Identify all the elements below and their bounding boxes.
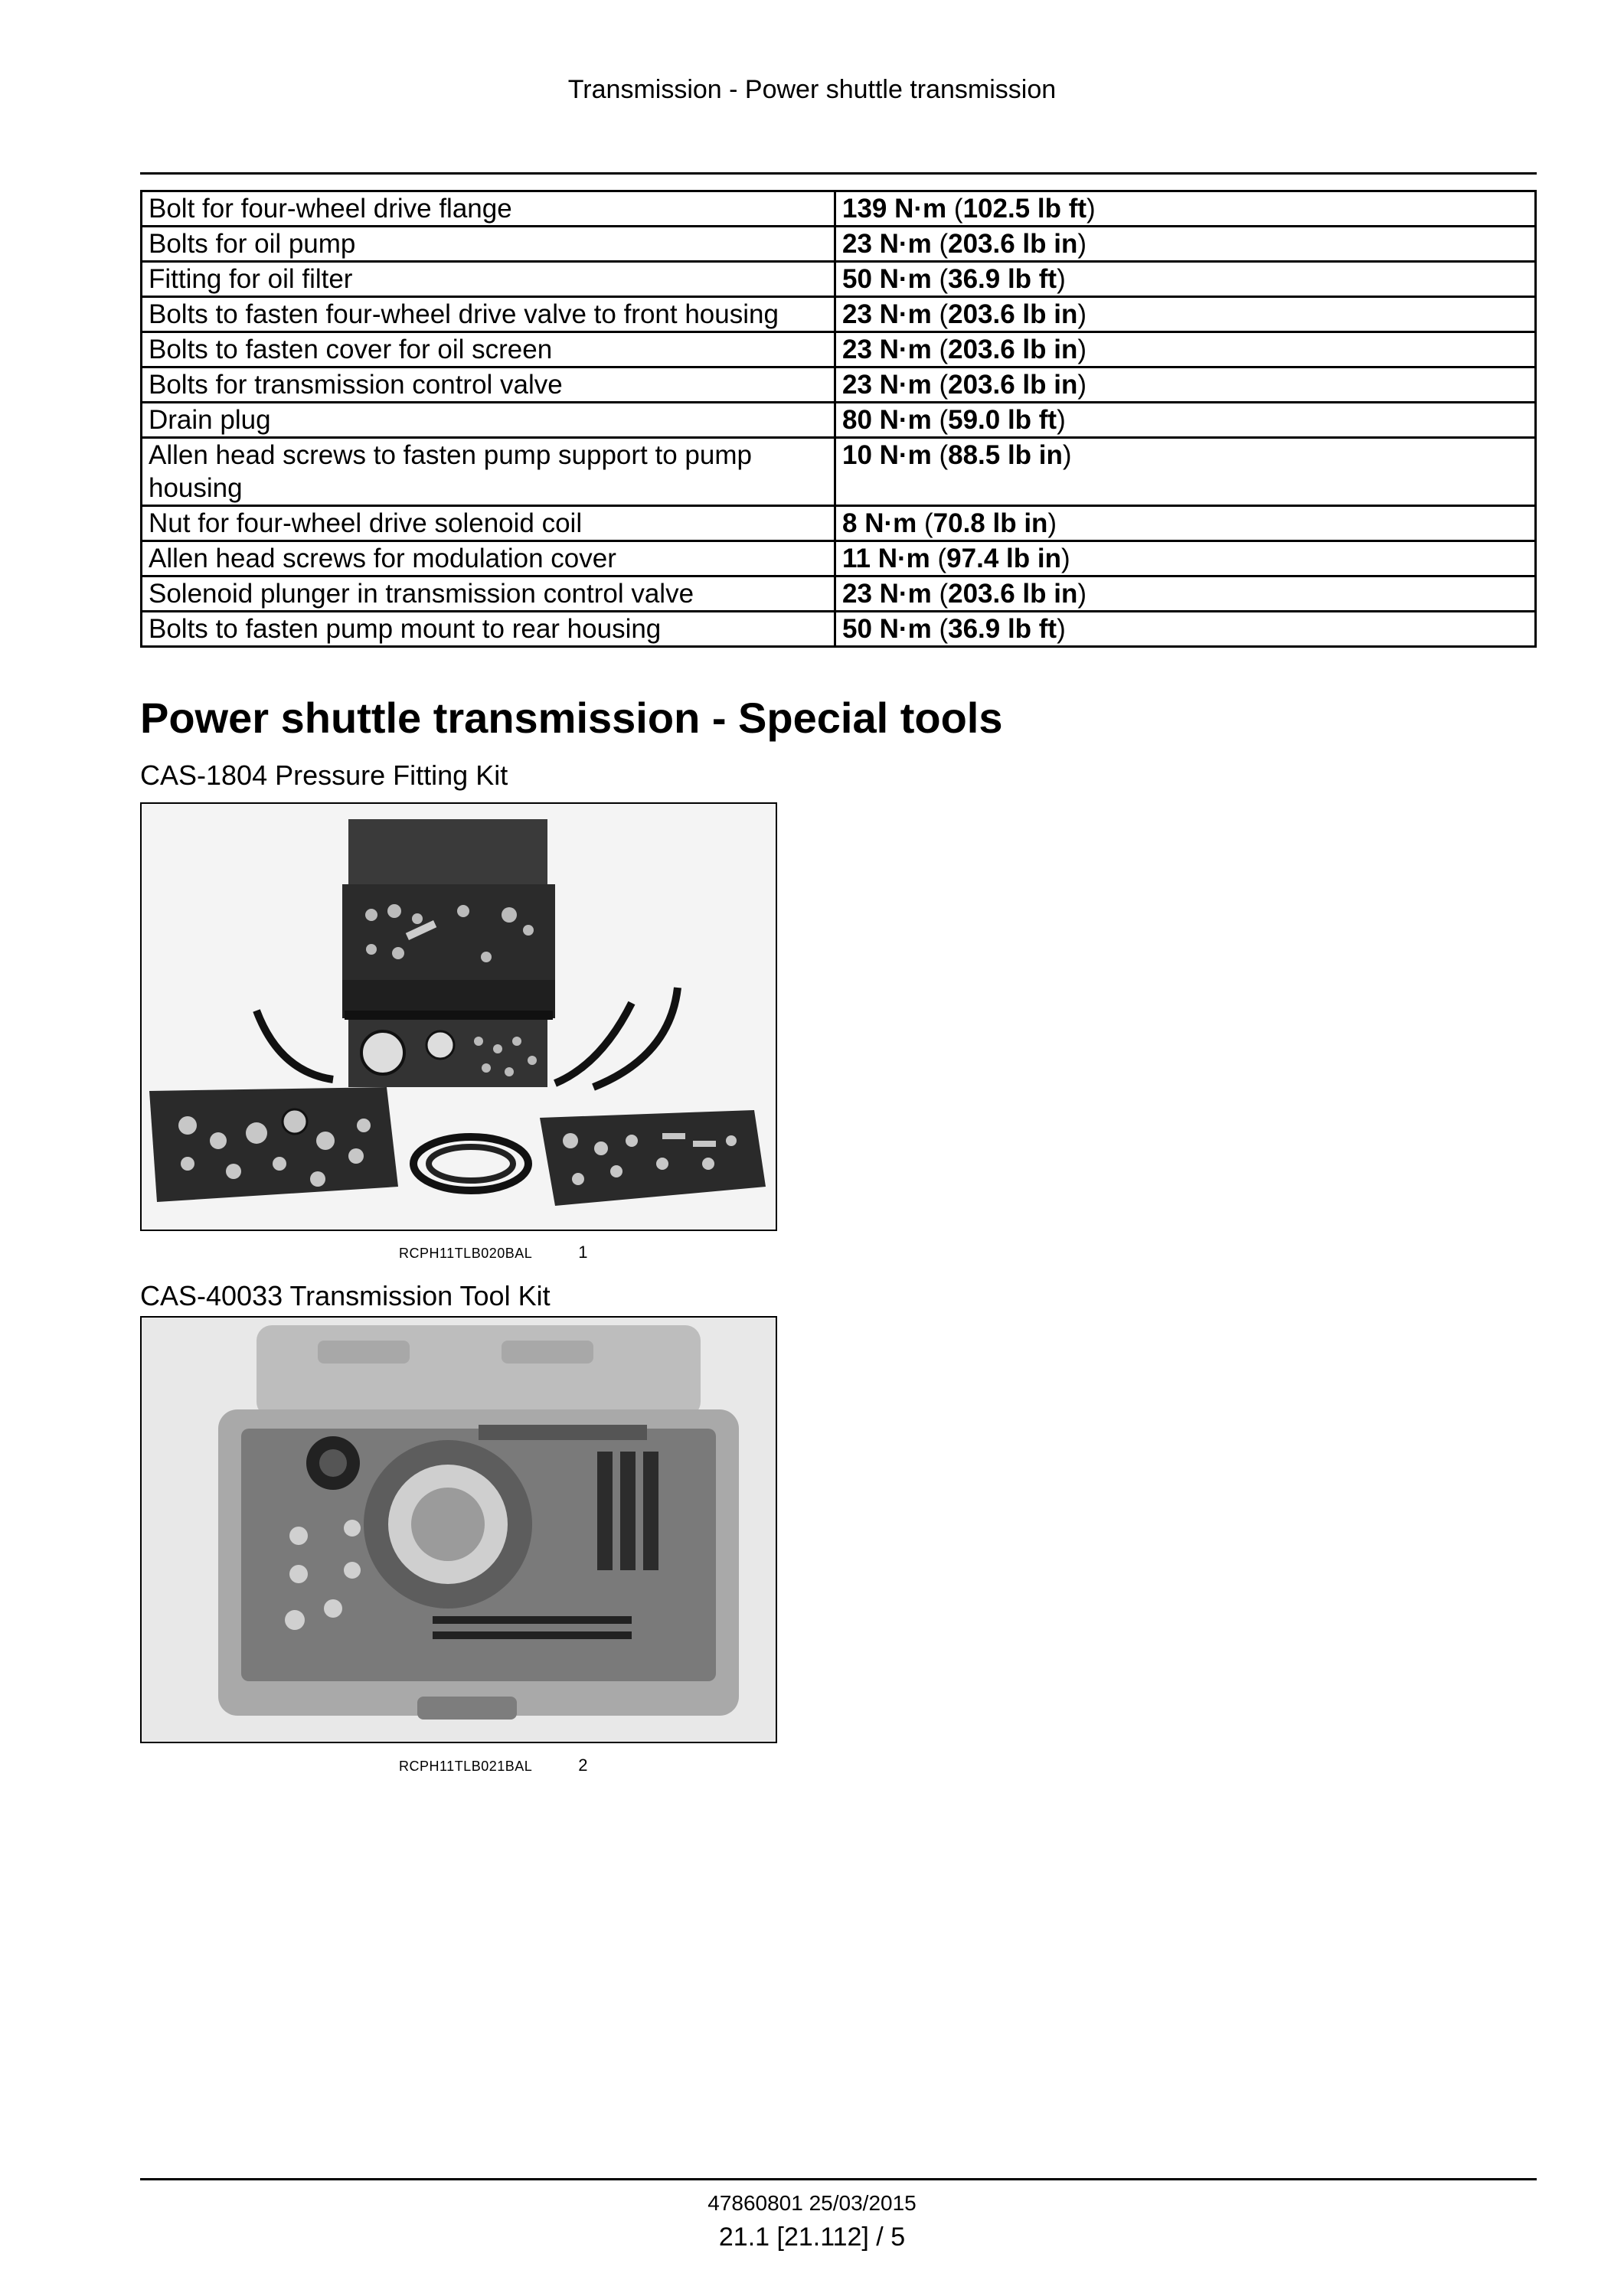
torque-description: Bolt for four-wheel drive flange bbox=[142, 191, 835, 227]
torque-metric: 10 N·m bbox=[842, 440, 932, 470]
torque-metric: 80 N·m bbox=[842, 405, 932, 435]
table-row bbox=[142, 332, 1536, 367]
footer-page-number: 21.1 [21.112] / 5 bbox=[718, 2223, 906, 2252]
torque-value: 50 N·m (36.9 lb ft) bbox=[835, 612, 1536, 647]
table-row bbox=[142, 612, 1536, 647]
torque-value: 23 N·m (203.6 lb in) bbox=[835, 576, 1536, 612]
table-row bbox=[142, 541, 1536, 576]
figure-pressure-fitting-kit bbox=[140, 802, 777, 1231]
torque-imperial: 88.5 lb in bbox=[948, 440, 1063, 470]
table-row bbox=[142, 227, 1536, 262]
torque-metric: 23 N·m bbox=[842, 579, 932, 609]
table-row bbox=[142, 191, 1536, 227]
torque-value: 23 N·m (203.6 lb in) bbox=[835, 332, 1536, 367]
table-row bbox=[142, 506, 1536, 541]
torque-description: Nut for four-wheel drive solenoid coil bbox=[142, 506, 835, 541]
header-divider bbox=[140, 172, 1537, 175]
torque-description: Bolts for oil pump bbox=[142, 227, 835, 262]
torque-description: Bolts to fasten four-wheel drive valve to front housing bbox=[142, 297, 835, 332]
torque-value: 11 N·m (97.4 lb in) bbox=[835, 541, 1536, 576]
torque-description: Drain plug bbox=[142, 403, 835, 438]
figure-caption-number: 2 bbox=[578, 1755, 589, 1775]
figure-caption-code: RCPH11TLB020BAL bbox=[399, 1246, 533, 1261]
torque-imperial: 203.6 lb in bbox=[948, 229, 1078, 259]
table-row bbox=[142, 262, 1536, 297]
torque-imperial: 97.4 lb in bbox=[946, 544, 1061, 573]
torque-description: Allen head screws for modulation cover bbox=[142, 541, 835, 576]
figure-transmission-tool-kit bbox=[140, 1316, 777, 1743]
torque-value: 8 N·m (70.8 lb in) bbox=[835, 506, 1536, 541]
torque-description: Solenoid plunger in transmission control valve bbox=[142, 576, 835, 612]
torque-metric: 11 N·m bbox=[842, 544, 930, 573]
figure-caption-1 bbox=[399, 1243, 588, 1262]
torque-imperial: 203.6 lb in bbox=[948, 335, 1078, 364]
torque-value: 23 N·m (203.6 lb in) bbox=[835, 297, 1536, 332]
kit-label-cas-40033: CAS-40033 Transmission Tool Kit bbox=[140, 1280, 551, 1311]
torque-description: Fitting for oil filter bbox=[142, 262, 835, 297]
torque-metric: 8 N·m bbox=[842, 508, 917, 538]
torque-value: 23 N·m (203.6 lb in) bbox=[835, 367, 1536, 403]
torque-value: 139 N·m (102.5 lb ft) bbox=[835, 191, 1536, 227]
torque-metric: 23 N·m bbox=[842, 335, 932, 364]
torque-metric: 139 N·m bbox=[842, 194, 947, 224]
table-row bbox=[142, 403, 1536, 438]
torque-description: Bolts to fasten pump mount to rear housing bbox=[142, 612, 835, 647]
torque-description: Bolts to fasten cover for oil screen bbox=[142, 332, 835, 367]
torque-value: 10 N·m (88.5 lb in) bbox=[835, 438, 1536, 506]
torque-metric: 50 N·m bbox=[842, 264, 932, 294]
torque-description: Allen head screws to fasten pump support to pump housing bbox=[142, 438, 835, 506]
torque-value: 23 N·m (203.6 lb in) bbox=[835, 227, 1536, 262]
torque-imperial: 102.5 lb ft bbox=[962, 194, 1087, 224]
torque-imperial: 203.6 lb in bbox=[948, 299, 1078, 329]
table-row bbox=[142, 297, 1536, 332]
table-row bbox=[142, 367, 1536, 403]
section-heading: Power shuttle transmission - Special tools bbox=[140, 694, 1003, 742]
torque-imperial: 59.0 lb ft bbox=[948, 405, 1057, 435]
footer-divider bbox=[140, 2178, 1537, 2180]
torque-imperial: 70.8 lb in bbox=[933, 508, 1048, 538]
table-row bbox=[142, 438, 1536, 506]
page-header-title: Transmission - Power shuttle transmission bbox=[567, 75, 1057, 104]
torque-imperial: 203.6 lb in bbox=[948, 579, 1078, 609]
torque-imperial: 36.9 lb ft bbox=[948, 614, 1057, 644]
torque-value: 80 N·m (59.0 lb ft) bbox=[835, 403, 1536, 438]
table-row bbox=[142, 576, 1536, 612]
torque-metric: 23 N·m bbox=[842, 370, 932, 400]
figure-caption-code: RCPH11TLB021BAL bbox=[399, 1759, 533, 1774]
torque-description: Bolts for transmission control valve bbox=[142, 367, 835, 403]
pressure-fitting-kit-illustration bbox=[142, 804, 776, 1230]
figure-caption-2 bbox=[399, 1755, 588, 1775]
transmission-tool-kit-illustration bbox=[142, 1318, 776, 1742]
torque-table bbox=[140, 190, 1537, 648]
kit-label-cas-1804: CAS-1804 Pressure Fitting Kit bbox=[140, 759, 508, 791]
figure-caption-number: 1 bbox=[578, 1243, 589, 1262]
torque-imperial: 203.6 lb in bbox=[948, 370, 1078, 400]
footer-doc-id: 47860801 25/03/2015 bbox=[707, 2191, 917, 2215]
torque-metric: 50 N·m bbox=[842, 614, 932, 644]
torque-imperial: 36.9 lb ft bbox=[948, 264, 1057, 294]
torque-metric: 23 N·m bbox=[842, 299, 932, 329]
torque-metric: 23 N·m bbox=[842, 229, 932, 259]
torque-value: 50 N·m (36.9 lb ft) bbox=[835, 262, 1536, 297]
